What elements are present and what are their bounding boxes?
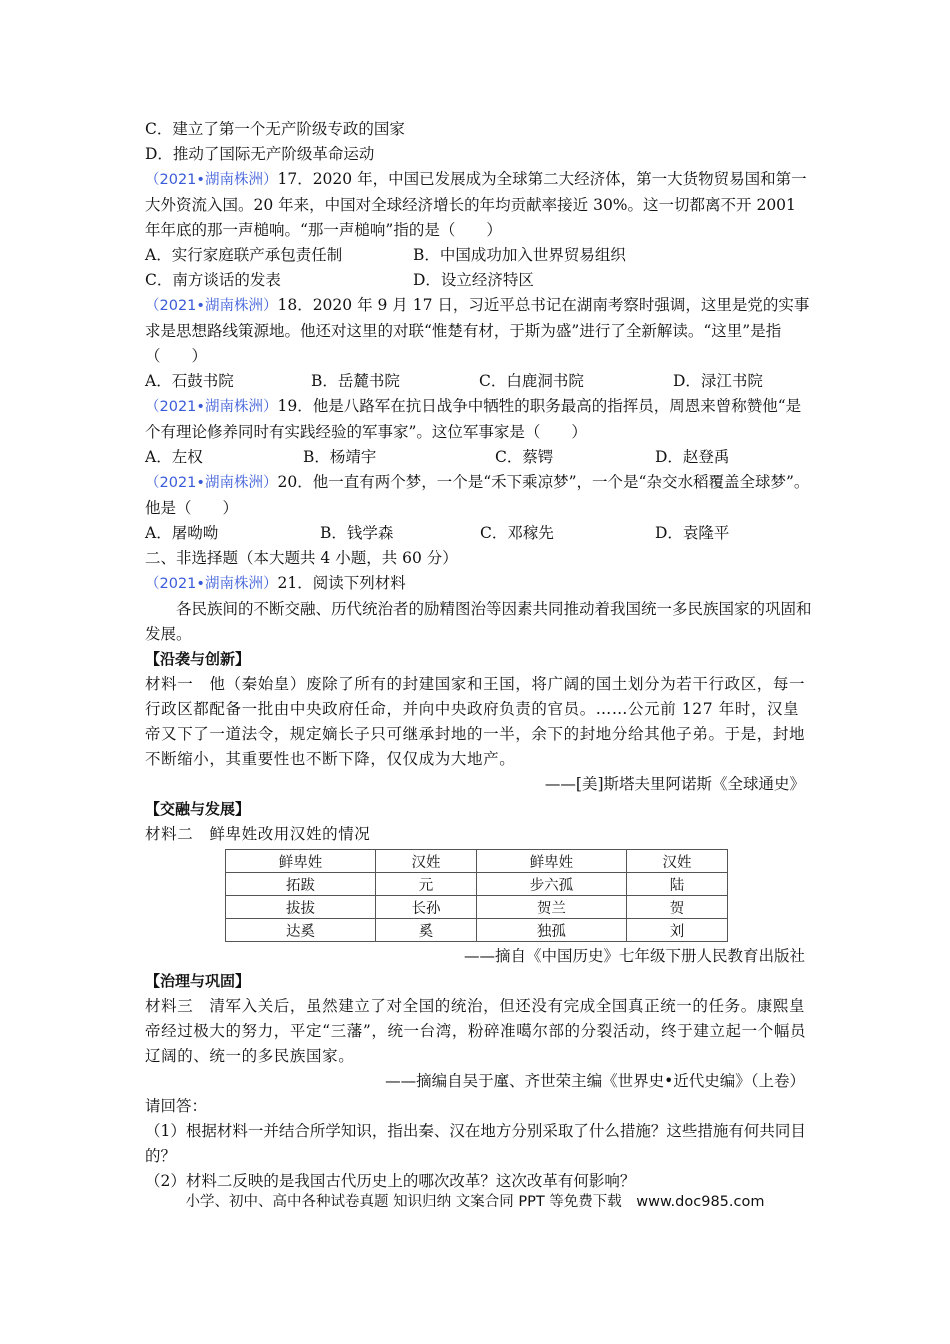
question-stem: 19．他是八路军在抗日战争中牺牲的职务最高的指挥员，周恩来曾称赞他“是个有理论修养同时有实践经验的军事家”。这位军事家是（ ）	[145, 397, 802, 441]
material-two-title: 材料二 鲜卑姓改用汉姓的情况	[145, 825, 371, 843]
option-b: B．中国成功加入世界贸易组织	[413, 246, 626, 264]
table-row	[226, 896, 728, 919]
option-b: B．钱学森	[320, 524, 394, 542]
option-a: A．左权	[145, 448, 203, 466]
option-a: A．实行家庭联产承包责任制	[145, 246, 343, 264]
part2-heading: 二、非选择题（本大题共 4 小题，共 60 分）	[145, 549, 458, 567]
option-a: A．石鼓书院	[145, 372, 234, 390]
table-cell: 奚	[375, 919, 476, 942]
question-21	[145, 571, 815, 597]
material-three: 材料三 清军入关后，虽然建立了对全国的统治，但还没有完成全国真正统一的任务。康熙皇帝经过极大的努力，平定“三藩”，统一台湾，粉碎准噶尔部的分裂活动，终于建立起一个幅员辽阔的、统一的多民族国家。	[145, 997, 807, 1065]
question-18	[145, 293, 815, 369]
q19-options	[145, 445, 815, 470]
q17-options-row2	[145, 268, 815, 293]
question-stem: 21．阅读下列材料	[277, 574, 406, 592]
q16-option-c: C．建立了第一个无产阶级专政的国家	[145, 120, 405, 138]
question-stem: 18．2020 年 9 月 17 日，习近平总书记在湖南考察时强调，这里是党的实事求是思想路线策源地。他还对这里的对联“惟楚有材，于斯为盛”进行了全新解读。“这里”是指（ ）	[145, 296, 810, 365]
table-cell: 步六孤	[476, 873, 626, 896]
option-c: C．白鹿洞书院	[479, 372, 584, 390]
table-cell: 贺	[626, 896, 727, 919]
exam-content	[145, 117, 815, 1194]
source-tag: （2021•湖南株洲）	[145, 475, 278, 491]
surname-table	[225, 849, 728, 942]
option-b: B．岳麓书院	[311, 372, 400, 390]
question-stem: 17．2020 年，中国已发展成为全球第二大经济体，第一大货物贸易国和第一大外资流入国。20 年来，中国对全球经济增长的年均贡献率接近 30%。这一切都离不开 2001 年年底的那一声槌响。“那一声槌响”指的是（ ）	[145, 170, 807, 239]
table-header: 鲜卑姓	[226, 850, 376, 873]
table-cell: 元	[375, 873, 476, 896]
q21-intro: 各民族间的不断交融、历代统治者的励精图治等因素共同推动着我国统一多民族国家的巩固和发展。	[145, 600, 812, 643]
table-header-row	[226, 850, 728, 873]
q17-options-row1	[145, 243, 815, 268]
table-cell: 拔拔	[226, 896, 376, 919]
material-one: 材料一 他（秦始皇）废除了所有的封建国家和王国，将广阔的国土划分为若干行政区，每一行政区都配备一批由中央政府任命，并向中央政府负责的官员。……公元前 127 年时，汉皇帝又下了一道法令，规定嫡长子只可继承封地的一半，余下的封地分给其他子弟。于是，封地不断缩小，其重要性也不断下降，仅仅成为大地产。	[145, 675, 806, 768]
table-cell: 贺兰	[476, 896, 626, 919]
option-c: C．南方谈话的发表	[145, 271, 281, 289]
option-d: D．渌江书院	[673, 372, 763, 390]
section-heading: 【交融与发展】	[145, 800, 251, 818]
material-one-source: ——[美]斯塔夫里阿诺斯《全球通史》	[544, 775, 805, 793]
source-tag: （2021•湖南株洲）	[145, 298, 278, 314]
source-tag: （2021•湖南株洲）	[145, 399, 278, 415]
table-cell: 拓跋	[226, 873, 376, 896]
material-three-source: ——摘编自吴于廑、齐世荣主编《世界史•近代史编》（上卷）	[385, 1072, 805, 1090]
table-header: 鲜卑姓	[476, 850, 626, 873]
page-footer: 小学、初中、高中各种试卷真题 知识归纳 文案合同 PPT 等免费下载 www.doc985.com	[185, 1194, 765, 1210]
sub-question-1: （1）根据材料一并结合所学知识，指出秦、汉在地方分别采取了什么措施？这些措施有何共同目的？	[145, 1122, 806, 1165]
question-17	[145, 167, 815, 243]
table-row	[226, 873, 728, 896]
option-d: D．赵登禹	[655, 448, 730, 466]
q16-option-d: D．推动了国际无产阶级革命运动	[145, 145, 375, 163]
table-header: 汉姓	[375, 850, 476, 873]
table-cell: 独孤	[476, 919, 626, 942]
section-heading: 【沿袭与创新】	[145, 650, 251, 668]
option-b: B．杨靖宇	[303, 448, 377, 466]
source-tag: （2021•湖南株洲）	[145, 172, 278, 188]
q20-options	[145, 521, 815, 546]
section-heading: 【治理与巩固】	[145, 972, 251, 990]
question-19	[145, 394, 815, 445]
question-stem: 20．他一直有两个梦，一个是“禾下乘凉梦”，一个是“杂交水稻覆盖全球梦”。他是（ ）	[145, 473, 810, 517]
table-cell: 刘	[626, 919, 727, 942]
material-two-source: ——摘自《中国历史》七年级下册人民教育出版社	[463, 947, 805, 965]
option-c: C．邓稼先	[480, 524, 554, 542]
option-c: C．蔡锷	[495, 448, 554, 466]
sub-question-2: （2）材料二反映的是我国古代历史上的哪次改革？这次改革有何影响？	[145, 1172, 636, 1190]
table-header: 汉姓	[626, 850, 727, 873]
option-a: A．屠呦呦	[145, 524, 219, 542]
table-cell: 达奚	[226, 919, 376, 942]
q18-options	[145, 369, 815, 394]
option-d: D．设立经济特区	[413, 271, 534, 289]
option-d: D．袁隆平	[655, 524, 730, 542]
question-20	[145, 470, 815, 521]
table-cell: 长孙	[375, 896, 476, 919]
table-cell: 陆	[626, 873, 727, 896]
table-row	[226, 919, 728, 942]
source-tag: （2021•湖南株洲）	[145, 576, 278, 592]
answer-prompt: 请回答：	[145, 1097, 208, 1115]
